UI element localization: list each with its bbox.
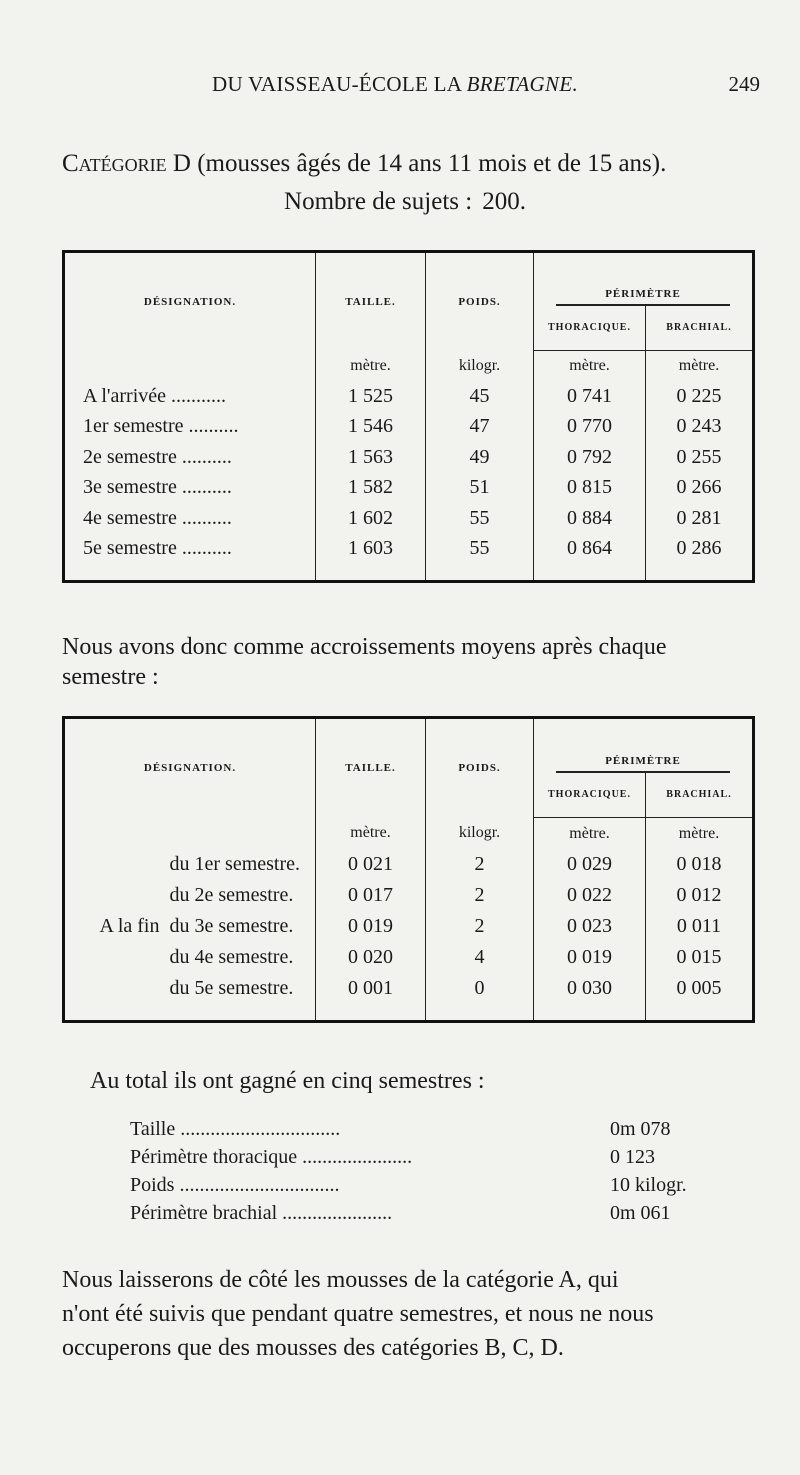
cell-taille: 0 021 [316,849,426,880]
gain-value: 10 kilogr. [610,1174,687,1196]
row-label: 1er semestre .......... [83,415,239,438]
gain-row [130,1202,730,1230]
cell-thoracique: 0 864 [534,533,646,581]
cell-brachial: 0 225 [646,381,754,411]
subject-count-value: 200. [482,188,526,215]
cell-poids: 45 [426,381,534,411]
table-row [64,942,754,973]
cell-taille: 1 525 [316,381,426,411]
cell-taille: 0 001 [316,973,426,1022]
cell-thoracique: 0 022 [534,880,646,911]
gain-label: Poids ................................ [130,1174,340,1196]
cell-brachial: 0 281 [646,503,754,533]
cell-poids: 2 [426,911,534,942]
unit-brachial: mètre. [646,350,754,381]
ship-name: BRETAGNE. [466,72,579,96]
cell-poids: 47 [426,412,534,442]
cell-taille: 0 019 [316,911,426,942]
row-label: A l'arrivée ........... [83,384,227,407]
category-label: Catégorie [62,150,167,177]
col-header-taille: TAILLE. [316,718,426,818]
table-row [64,412,754,442]
page-number: 249 [728,72,760,96]
cell-taille: 1 603 [316,533,426,581]
col-header-poids: POIDS. [426,718,534,818]
cell-thoracique: 0 884 [534,503,646,533]
gain-value: 0 123 [610,1146,655,1168]
cell-poids: 51 [426,472,534,502]
table-row [64,381,754,411]
table-row [64,533,754,581]
cell-thoracique: 0 019 [534,942,646,973]
table-row [64,442,754,472]
col-header-perimetre: PÉRIMÈTRE [534,718,754,773]
gain-row [130,1174,730,1202]
cell-thoracique: 0 770 [534,412,646,442]
col-header-poids: POIDS. [426,252,534,351]
row-label: du 4e semestre. [169,945,294,968]
cell-poids: 49 [426,442,534,472]
unit-poids: kilogr. [426,350,534,381]
cell-taille: 1 582 [316,472,426,502]
subject-count-label: Nombre de sujets : [284,188,473,215]
table-row [64,880,754,911]
paragraph-line-1: Nous avons donc comme accroissements moyens après chaque [62,634,667,660]
col-header-thoracique: THORACIQUE. [534,773,646,818]
col-header-brachial: BRACHIAL. [646,306,754,350]
cell-thoracique: 0 792 [534,442,646,472]
cell-poids: 0 [426,973,534,1022]
row-label: du 5e semestre. [169,976,294,999]
row-label: du 3e semestre. [169,914,294,937]
unit-thoracique: mètre. [534,818,646,849]
col-header-thoracique: THORACIQUE. [534,306,646,350]
group-label: A la fin [99,915,160,938]
row-label: 4e semestre .......... [83,506,232,529]
row-label: du 2e semestre. [169,883,294,906]
cell-brachial: 0 266 [646,472,754,502]
unit-brachial: mètre. [646,818,754,849]
cell-brachial: 0 015 [646,942,754,973]
col-header-designation: DÉSIGNATION. [143,295,237,308]
measurements-table [62,250,755,583]
cell-poids: 2 [426,849,534,880]
increments-table [62,716,755,1023]
closing-line-1: Nous laisserons de côté les mousses de la catégorie A, qui [62,1267,619,1293]
row-label: 5e semestre .......... [83,537,232,560]
closing-line-3: occuperons que des mousses des catégories B, C, D. [62,1335,564,1361]
cell-poids: 55 [426,533,534,581]
unit-taille: mètre. [316,818,426,849]
cell-brachial: 0 243 [646,412,754,442]
cell-brachial: 0 286 [646,533,754,581]
cell-taille: 1 602 [316,503,426,533]
col-header-brachial: BRACHIAL. [646,773,754,818]
total-intro: Au total ils ont gagné en cinq semestres : [90,1068,485,1094]
table-row [64,849,754,880]
cell-brachial: 0 255 [646,442,754,472]
col-header-perimetre: PÉRIMÈTRE [534,252,754,306]
unit-poids: kilogr. [426,818,534,849]
unit-thoracique: mètre. [534,350,646,381]
cell-brachial: 0 005 [646,973,754,1022]
gain-value: 0m 061 [610,1202,671,1224]
cell-brachial: 0 011 [646,911,754,942]
cell-brachial: 0 018 [646,849,754,880]
cell-taille: 1 546 [316,412,426,442]
unit-taille: mètre. [316,350,426,381]
gain-row [130,1118,730,1146]
paragraph-line-2: semestre : [62,664,159,690]
cell-thoracique: 0 741 [534,381,646,411]
cell-poids: 4 [426,942,534,973]
col-header-designation: DÉSIGNATION. [143,762,237,775]
cell-taille: 0 017 [316,880,426,911]
running-head [0,72,800,102]
cell-taille: 0 020 [316,942,426,973]
subject-count [0,188,800,216]
col-header-taille: TAILLE. [316,252,426,351]
unit-empty [64,350,316,381]
category-heading [62,150,762,178]
cell-brachial: 0 012 [646,880,754,911]
cell-taille: 1 563 [316,442,426,472]
cell-thoracique: 0 023 [534,911,646,942]
category-letter: D [172,150,191,177]
gain-row [130,1146,730,1174]
cell-thoracique: 0 815 [534,472,646,502]
gain-label: Périmètre brachial ...................... [130,1202,393,1224]
table-row [64,973,754,1022]
category-description: (mousses âgés de 14 ans 11 mois et de 15 ans). [197,150,667,177]
table-row [64,503,754,533]
table-row [64,911,754,942]
cell-thoracique: 0 029 [534,849,646,880]
cell-poids: 55 [426,503,534,533]
row-label: 3e semestre .......... [83,476,232,499]
cell-thoracique: 0 030 [534,973,646,1022]
row-label: du 1er semestre. [169,853,301,876]
gain-value: 0m 078 [610,1118,671,1140]
gain-label: Taille ................................ [130,1118,341,1140]
cell-poids: 2 [426,880,534,911]
row-label: 2e semestre .......... [83,445,232,468]
gain-label: Périmètre thoracique ...................... [130,1146,413,1168]
table-row [64,472,754,502]
closing-line-2: n'ont été suivis que pendant quatre semestres, et nous ne nous [62,1301,654,1327]
running-head-title: DU VAISSEAU-ÉCOLE LA BRETAGNE. [212,72,579,96]
unit-empty [64,818,316,849]
